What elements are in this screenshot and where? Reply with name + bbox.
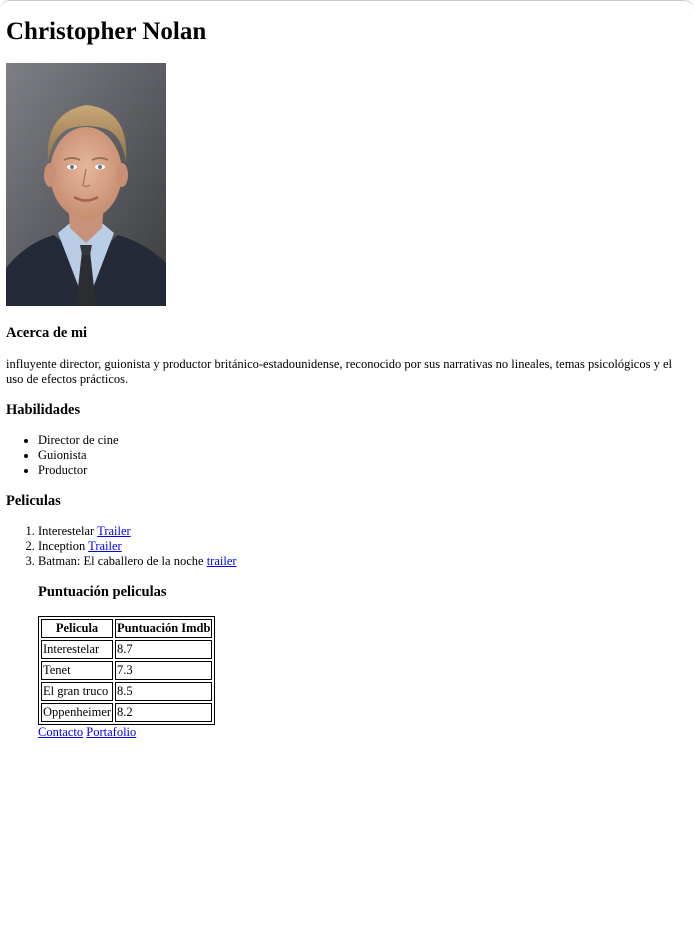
table-cell: Interestelar	[41, 640, 113, 659]
film-trailer-link[interactable]: Trailer	[88, 539, 122, 553]
film-item	[38, 539, 688, 554]
films-heading: Peliculas	[6, 493, 61, 509]
column-header: Pelicula	[41, 619, 113, 638]
film-trailer-link[interactable]: trailer	[206, 554, 237, 568]
table-cell: 8.2	[115, 703, 212, 722]
table-cell: 8.7	[115, 640, 212, 659]
about-text: influyente director, guionista y productor británico-estadounidense, reconocido por sus narrativas no lineales, temas psicológicos y el uso de efectos prácticos.	[6, 357, 672, 386]
scores-table	[38, 616, 215, 725]
film-name: Batman: El caballero de la noche	[38, 554, 204, 568]
film-item	[38, 524, 688, 539]
skill-item: • Productor	[38, 463, 688, 478]
table-row	[41, 682, 212, 701]
skill-item: • Guionista	[38, 448, 688, 463]
film-trailer-link[interactable]: Trailer	[97, 524, 131, 538]
table-row	[41, 640, 212, 659]
column-header: Puntuación Imdb	[115, 619, 212, 638]
skills-list	[6, 433, 688, 478]
contact-link[interactable]: Contacto	[38, 725, 84, 739]
table-row	[41, 661, 212, 680]
portfolio-link[interactable]: Portafolio	[86, 725, 137, 739]
table-cell: 8.5	[115, 682, 212, 701]
table-cell: El gran truco	[41, 682, 113, 701]
about-heading: Acerca de mi	[6, 325, 88, 341]
film-name: Interestelar	[38, 524, 95, 538]
skill-item: • Director de cine	[38, 433, 688, 448]
table-header-row	[41, 619, 212, 638]
films-list	[6, 524, 688, 569]
film-name: Inception	[38, 539, 86, 553]
scores-heading: Puntuación peliculas	[38, 584, 167, 600]
table-cell: Oppenheimer	[41, 703, 113, 722]
table-cell: Tenet	[41, 661, 113, 680]
film-item	[38, 554, 688, 569]
scores-section	[6, 584, 688, 740]
page-title: Christopher Nolan	[6, 18, 207, 45]
profile-photo	[6, 63, 166, 306]
skills-heading: Habilidades	[6, 402, 81, 418]
table-row	[41, 703, 212, 722]
table-cell: 7.3	[115, 661, 212, 680]
footer-links	[38, 725, 688, 740]
